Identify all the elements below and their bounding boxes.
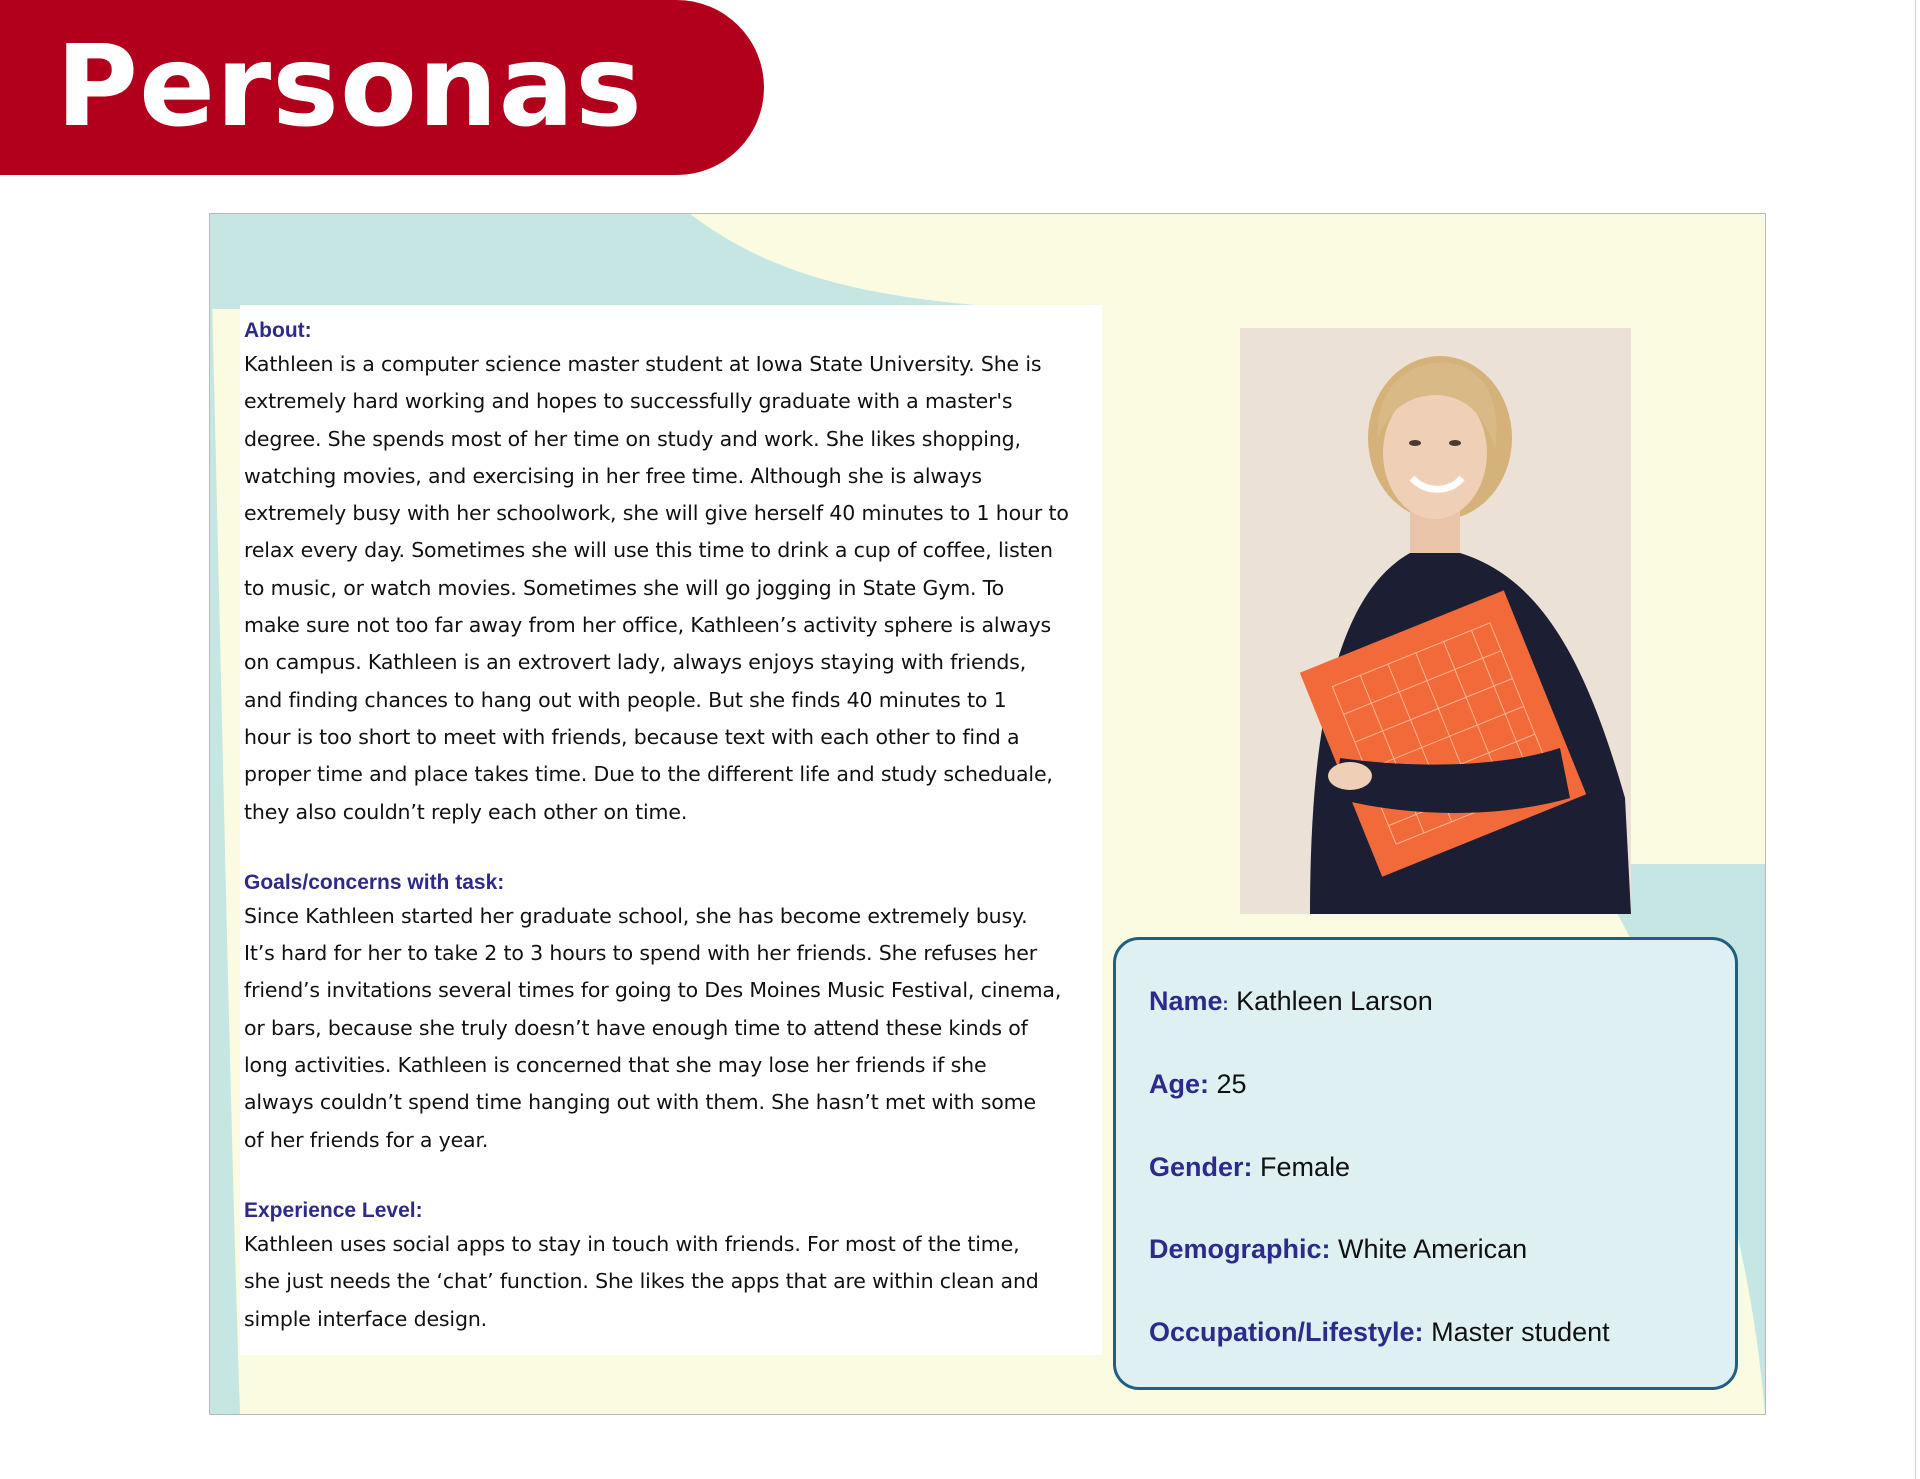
about-line: proper time and place takes time. Due to the different life and study scheduale, — [244, 762, 1053, 787]
goals-line: friend’s invitations several times for going to Des Moines Music Festival, cinema, — [244, 978, 1062, 1003]
info-occupation-row — [1149, 1315, 1610, 1349]
about-line: make sure not too far away from her office, Kathleen’s activity sphere is always — [244, 613, 1052, 638]
experience-line: she just needs the ‘chat’ function. She likes the apps that are within clean and — [244, 1269, 1039, 1294]
age-label: Age: — [1149, 1069, 1209, 1099]
about-line: relax every day. Sometimes she will use this time to drink a cup of coffee, listen — [244, 538, 1053, 563]
about-line: hour is too short to meet with friends, because text with each other to find a — [244, 724, 1020, 749]
experience-line: simple interface design. — [244, 1306, 488, 1331]
experience-line: Kathleen uses social apps to stay in touch with friends. For most of the time, — [244, 1231, 1020, 1256]
goals-line: of her friends for a year. — [244, 1127, 489, 1152]
goals-line: It’s hard for her to take 2 to 3 hours to spend with her friends. She refuses her — [244, 941, 1037, 966]
info-name-row — [1149, 984, 1433, 1021]
about-line: Kathleen is a computer science master student at Iowa State University. She is — [244, 352, 1042, 376]
occupation-label: Occupation/Lifestyle: — [1149, 1317, 1424, 1347]
occupation-value: Master student — [1431, 1317, 1610, 1347]
about-text-panel — [240, 305, 1102, 1355]
goals-line: long activities. Kathleen is concerned that she may lose her friends if she — [244, 1053, 987, 1078]
experience-heading: Experience Level: — [244, 1198, 423, 1222]
about-line: to music, or watch movies. Sometimes she will go jogging in State Gym. To — [244, 575, 1005, 600]
page-title: Personas — [56, 22, 643, 152]
goals-heading: Goals/concerns with task: — [244, 870, 505, 894]
persona-portrait-icon — [1240, 328, 1631, 914]
info-age-row — [1149, 1067, 1247, 1101]
info-gender-row — [1149, 1150, 1350, 1184]
about-line: on campus. Kathleen is an extrovert lady, always enjoys staying with friends, — [244, 650, 1027, 675]
persona-photo — [1240, 328, 1631, 914]
demographic-label: Demographic: — [1149, 1234, 1331, 1264]
goals-line: always couldn’t spend time hanging out with them. She hasn’t met with some — [244, 1090, 1036, 1115]
age-value: 25 — [1216, 1069, 1247, 1099]
demographic-value: White American — [1338, 1234, 1528, 1264]
gender-value: Female — [1260, 1152, 1351, 1182]
name-label: Name — [1149, 986, 1223, 1016]
about-line: extremely hard working and hopes to successfully graduate with a master's — [244, 389, 1013, 414]
goals-line: Since Kathleen started her graduate school, she has become extremely busy. — [244, 903, 1028, 928]
about-line: and finding chances to hang out with people. But she finds 40 minutes to 1 — [244, 687, 1007, 712]
goals-line: or bars, because she truly doesn’t have enough time to attend these kinds of — [244, 1015, 1028, 1040]
info-demographic-row — [1149, 1232, 1527, 1266]
about-line: extremely busy with her schoolwork, she will give herself 40 minutes to 1 hour to — [244, 501, 1069, 526]
about-line: they also couldn’t reply each other on time. — [244, 799, 688, 824]
header-banner — [0, 0, 764, 175]
about-line: degree. She spends most of her time on study and work. She likes shopping, — [244, 426, 1021, 451]
name-separator: : — [1222, 994, 1229, 1014]
persona-info-box — [1113, 937, 1738, 1390]
about-heading: About: — [244, 319, 312, 342]
about-line: watching movies, and exercising in her free time. Although she is always — [244, 463, 982, 488]
page-right-border — [1915, 0, 1916, 1479]
gender-label: Gender: — [1149, 1152, 1253, 1182]
name-value: Kathleen Larson — [1236, 986, 1433, 1016]
